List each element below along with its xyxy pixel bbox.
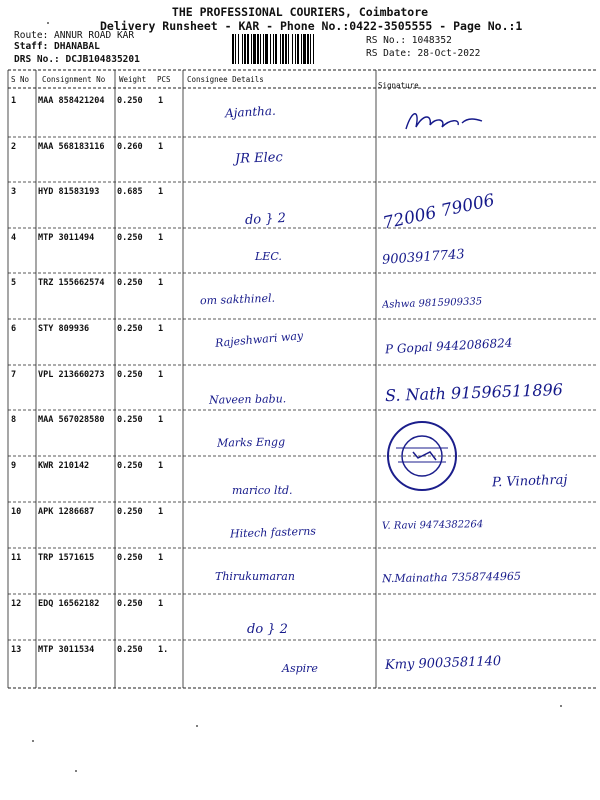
consignee-handwriting: marico ltd. <box>232 484 293 497</box>
consignee-handwriting: Hitech fasterns <box>229 524 317 541</box>
signature-handwriting: 72006 79006 <box>381 190 497 234</box>
cell-weight: 0.250 <box>117 461 143 471</box>
cell-sno: 2 <box>11 142 17 152</box>
cell-weight: 0.250 <box>117 415 143 425</box>
cell-weight: 0.250 <box>117 324 143 334</box>
consignee-handwriting: Marks Engg <box>216 435 286 450</box>
consignee-handwriting: Naveen babu. <box>208 392 287 407</box>
cell-pcs: 1 <box>158 553 164 563</box>
cell-weight: 0.250 <box>117 553 143 563</box>
consignee-handwriting: JR Elec <box>234 150 284 167</box>
column-header-consignment: Consignment No <box>42 75 106 84</box>
cell-pcs: 1 <box>158 142 164 152</box>
cell-consignment: HYD 81583193 <box>38 187 100 197</box>
cell-consignment: MAA 568183116 <box>38 142 105 152</box>
company-name: THE PROFESSIONAL COURIERS, Coimbatore <box>171 5 429 19</box>
cell-pcs: 1 <box>158 599 164 609</box>
scan-speck <box>560 705 562 707</box>
cell-weight: 0.250 <box>117 599 143 609</box>
consignee-handwriting: LEC. <box>255 250 282 263</box>
cell-consignment: APK 1286687 <box>38 507 95 517</box>
cell-sno: 13 <box>11 645 22 655</box>
cell-pcs: 1 <box>158 461 164 471</box>
cell-consignment: TRZ 155662574 <box>38 278 105 288</box>
column-header-signature: Signature <box>378 81 419 90</box>
cell-pcs: 1 <box>158 233 164 243</box>
cell-consignment: TRP 1571615 <box>38 553 95 563</box>
cell-pcs: 1. <box>158 645 169 655</box>
column-header-pcs: PCS <box>157 75 171 84</box>
cell-weight: 0.260 <box>117 142 143 152</box>
cell-weight: 0.250 <box>117 96 143 106</box>
column-header-consignee: Consignee Details <box>187 75 264 84</box>
scan-speck <box>47 22 49 24</box>
cell-sno: 7 <box>11 370 17 380</box>
cell-sno: 9 <box>11 461 17 471</box>
cell-consignment: MTP 3011494 <box>38 233 95 243</box>
cell-consignment: MTP 3011534 <box>38 645 95 655</box>
cell-sno: 8 <box>11 415 17 425</box>
cell-sno: 6 <box>11 324 17 334</box>
signature-handwriting: 9003917743 <box>381 247 466 268</box>
cell-consignment: EDQ 16562182 <box>38 599 100 609</box>
signature-handwriting: V. Ravi 9474382264 <box>381 519 484 532</box>
signature-handwriting: Ashwa 9815909335 <box>381 296 483 311</box>
rs-date: RS Date: 28-Oct-2022 <box>366 48 481 59</box>
cell-pcs: 1 <box>158 96 164 106</box>
consignee-handwriting: Rajeshwari way <box>214 329 304 350</box>
signature-handwriting: P Gopal 9442086824 <box>384 335 513 357</box>
consignee-handwriting: do } 2 <box>244 210 287 229</box>
signature-handwriting: P. Vinothraj <box>491 472 568 491</box>
runsheet-title: Delivery Runsheet - KAR - Phone No.:0422-3505555 - Page No.:1 <box>100 19 523 33</box>
cell-weight: 0.250 <box>117 645 143 655</box>
signature-handwriting: Kmy 9003581140 <box>384 653 502 674</box>
cell-consignment: STY 809936 <box>38 324 90 334</box>
cell-weight: 0.250 <box>117 370 143 380</box>
cell-weight: 0.250 <box>117 233 143 243</box>
consignee-handwriting: Ajantha. <box>224 103 277 121</box>
signature-scribble <box>402 107 487 137</box>
cell-consignment: KWR 210142 <box>38 461 90 471</box>
cell-pcs: 1 <box>158 187 164 197</box>
cell-weight: 0.250 <box>117 507 143 517</box>
staff-label: Staff: DHANABAL <box>14 41 100 52</box>
cell-pcs: 1 <box>158 324 164 334</box>
cell-pcs: 1 <box>158 507 164 517</box>
route-label: Route: ANNUR ROAD KAR <box>14 30 135 41</box>
cell-consignment: MAA 567028580 <box>38 415 105 425</box>
consignee-handwriting: Thirukumaran <box>215 570 295 583</box>
cell-consignment: VPL 213660273 <box>38 370 105 380</box>
scan-speck <box>196 725 198 727</box>
cell-sno: 3 <box>11 187 17 197</box>
cell-sno: 10 <box>11 507 22 517</box>
cell-sno: 5 <box>11 278 17 288</box>
cell-sno: 4 <box>11 233 17 243</box>
column-header-sno: S No <box>11 75 30 84</box>
consignee-handwriting: om sakthinel. <box>199 291 276 308</box>
cell-pcs: 1 <box>158 370 164 380</box>
column-header-weight: Weight <box>119 75 147 84</box>
cell-sno: 1 <box>11 96 17 106</box>
cell-pcs: 1 <box>158 278 164 288</box>
cell-weight: 0.685 <box>117 187 143 197</box>
scan-speck <box>75 770 77 772</box>
cell-sno: 12 <box>11 599 22 609</box>
signature-handwriting: S. Nath 91596511896 <box>384 379 564 406</box>
cell-sno: 11 <box>11 553 22 563</box>
cell-pcs: 1 <box>158 415 164 425</box>
drs-number: DRS No.: DCJB104835201 <box>14 54 140 65</box>
cell-weight: 0.250 <box>117 278 143 288</box>
scan-speck <box>32 740 34 742</box>
rs-number: RS No.: 1048352 <box>366 35 452 46</box>
cell-consignment: MAA 858421204 <box>38 96 105 106</box>
company-seal <box>378 418 468 496</box>
consignee-handwriting: do } 2 <box>247 622 288 637</box>
consignee-handwriting: Aspire <box>282 662 318 675</box>
signature-handwriting: N.Mainatha 7358744965 <box>381 569 522 586</box>
